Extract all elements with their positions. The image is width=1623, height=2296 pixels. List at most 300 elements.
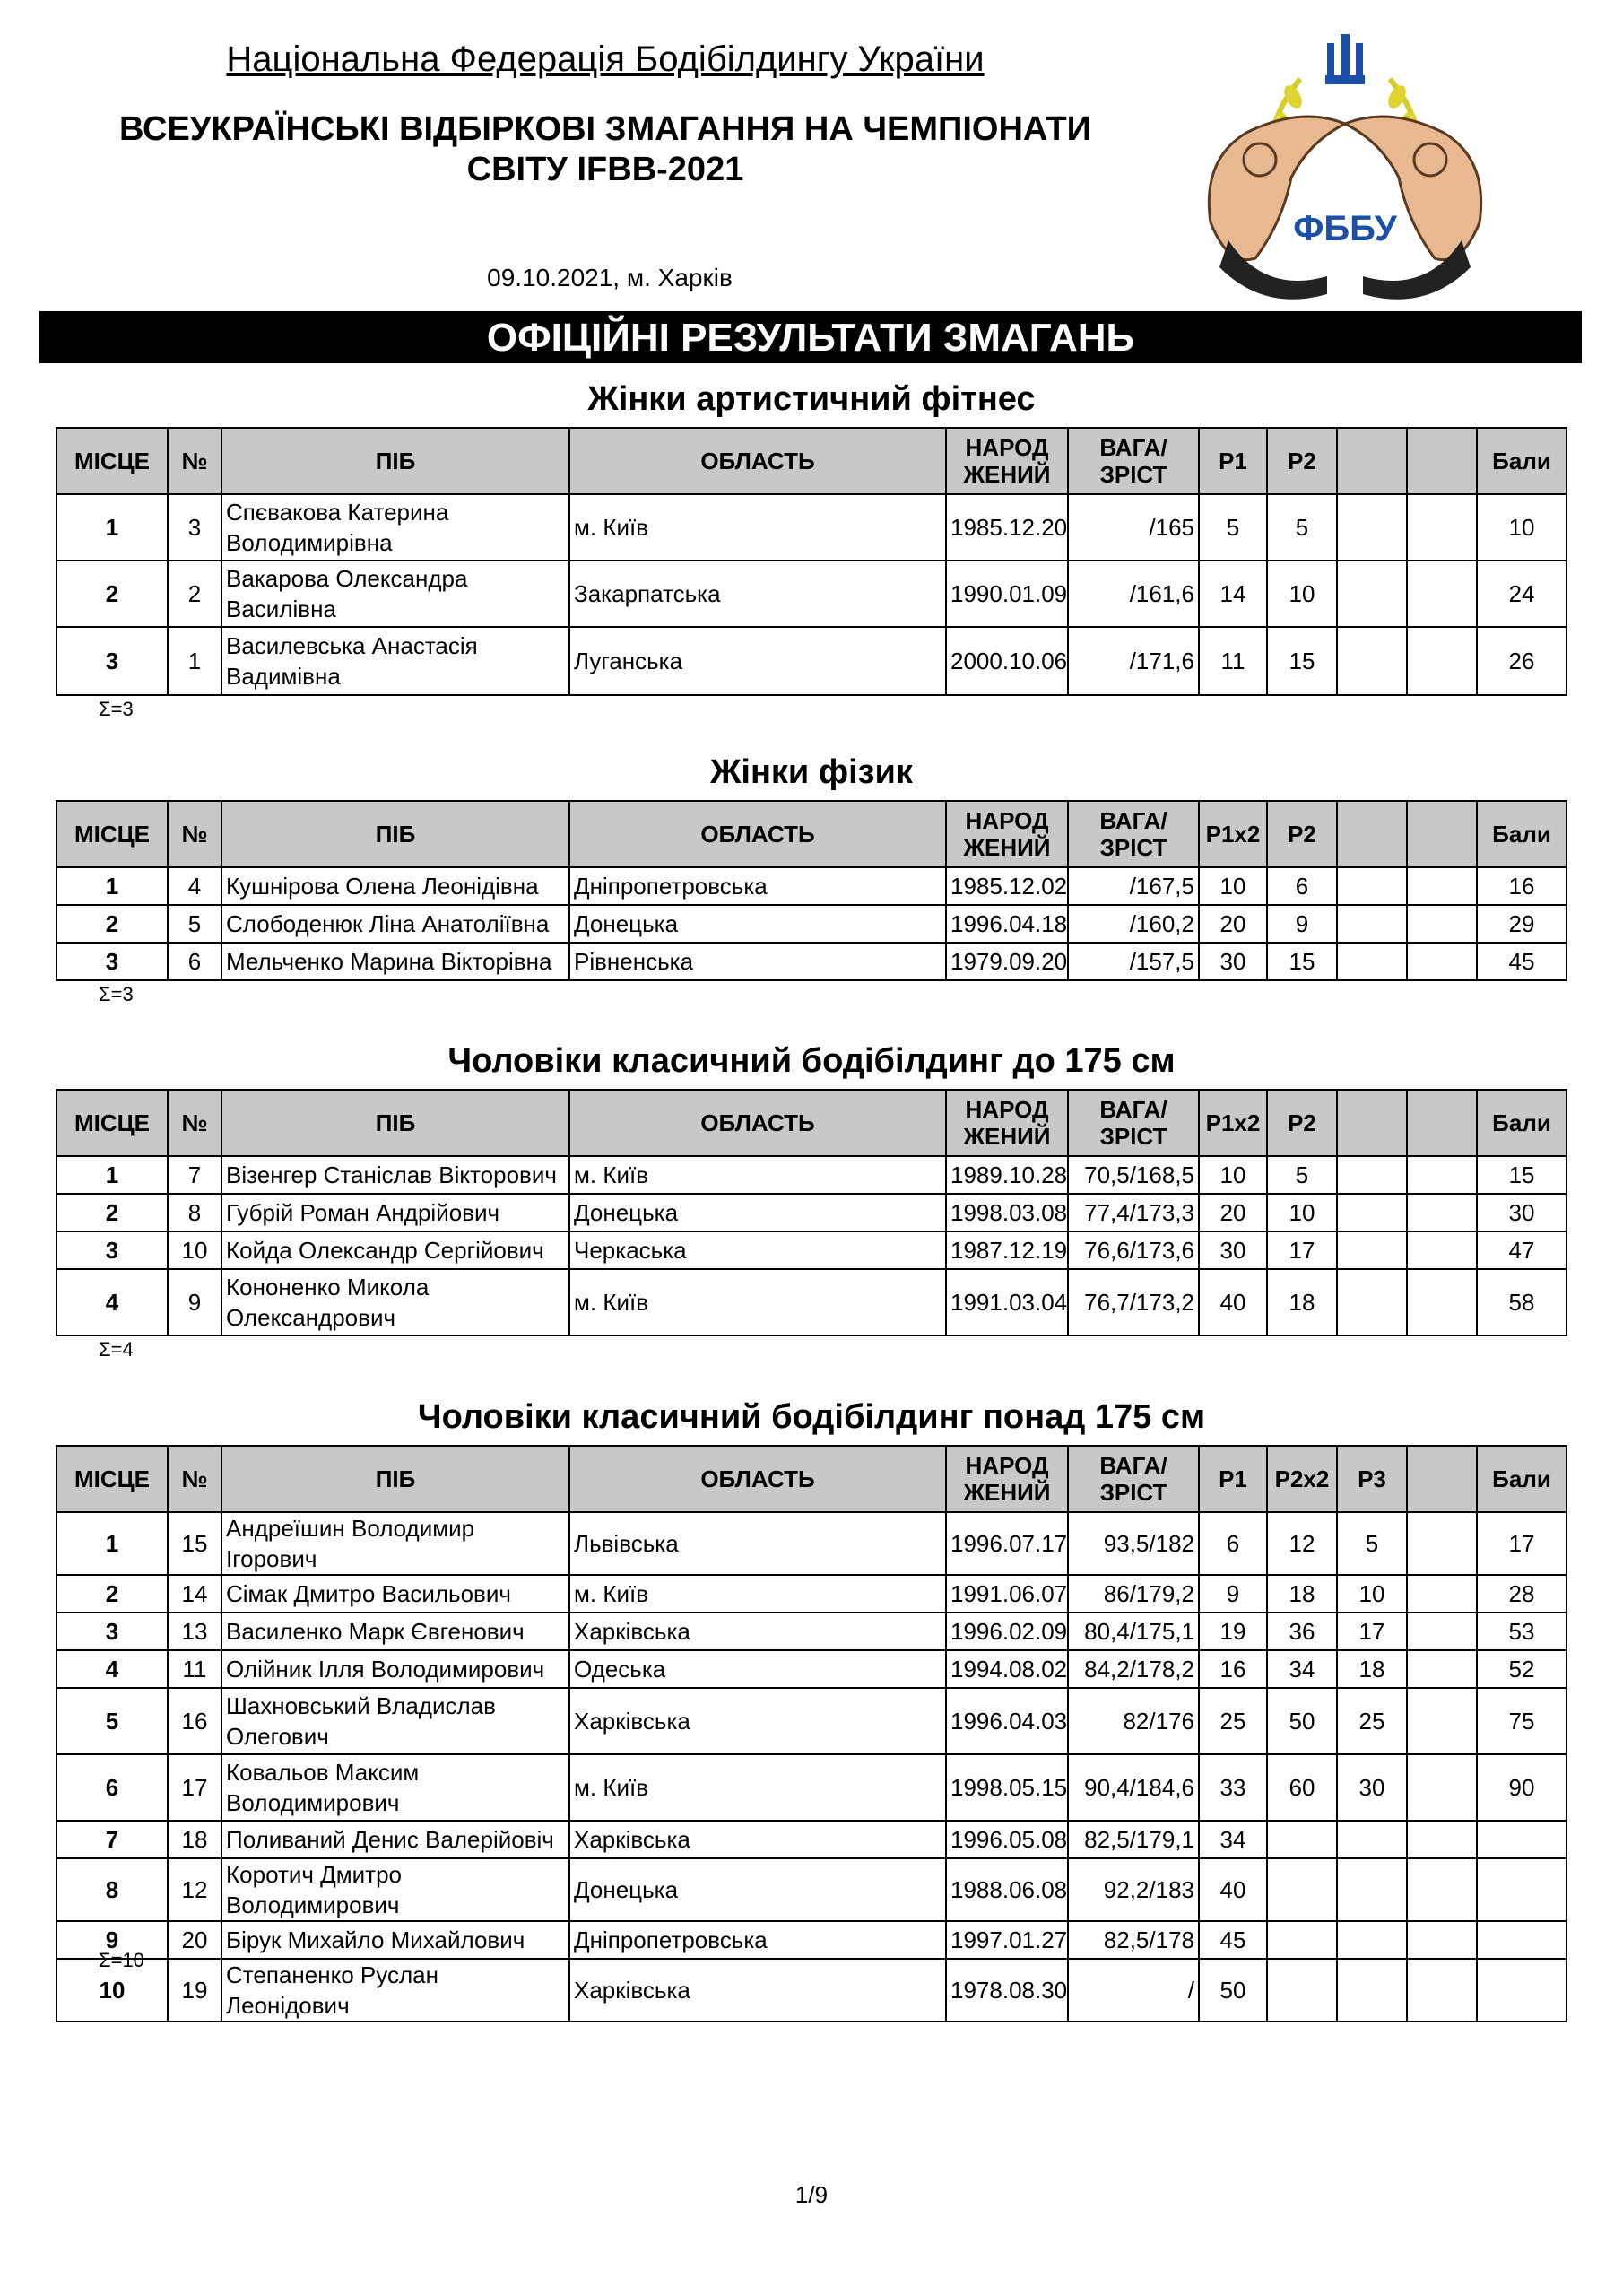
cell-birth-date: 1988.06.08	[946, 1858, 1068, 1921]
cell-name: Степаненко Руслан Леонідович	[221, 1959, 569, 2022]
cell-round2: 5	[1267, 494, 1337, 561]
cell-region: Донецька	[569, 1858, 946, 1921]
cell-place: 3	[56, 1613, 168, 1650]
cell-round1: 20	[1199, 1194, 1267, 1231]
cell-region: Закарпатська	[569, 561, 946, 627]
cell-points: 24	[1477, 561, 1567, 627]
cell-weight-height: 76,6/173,6	[1068, 1231, 1199, 1269]
cell-place: 9	[56, 1921, 168, 1959]
cell-name: Бірук Михайло Михайлович	[221, 1921, 569, 1959]
participant-count: Σ=10	[99, 1949, 144, 1971]
cell-round4	[1407, 561, 1477, 627]
cell-birth-date: 2000.10.06	[946, 627, 1068, 695]
table-row	[56, 561, 1567, 627]
cell-points: 52	[1477, 1650, 1567, 1688]
column-header-round3	[1337, 801, 1407, 867]
column-header-points: Бали	[1477, 801, 1567, 867]
results-banner: ОФІЦІЙНІ РЕЗУЛЬТАТИ ЗМАГАНЬ	[39, 311, 1582, 363]
column-header-round3	[1337, 1090, 1407, 1156]
cell-number: 12	[168, 1858, 221, 1921]
cell-birth-date: 1996.07.17	[946, 1512, 1068, 1575]
cell-weight-height: 84,2/178,2	[1068, 1650, 1199, 1688]
participant-count: Σ=3	[99, 983, 134, 1005]
cell-round3	[1337, 561, 1407, 627]
cell-region: м. Київ	[569, 1269, 946, 1335]
cell-round2: 9	[1267, 905, 1337, 943]
column-header-name: ПІБ	[221, 428, 569, 494]
cell-name: Ковальов Максим Володимирович	[221, 1754, 569, 1821]
cell-round3	[1337, 494, 1407, 561]
column-header-region: ОБЛАСТЬ	[569, 428, 946, 494]
cell-round3	[1337, 1156, 1407, 1194]
table-row	[56, 1921, 1567, 1959]
cell-round3: 30	[1337, 1754, 1407, 1821]
column-header-birth-date: НАРОД ЖЕНИЙ	[946, 801, 1068, 867]
cell-round4	[1407, 1650, 1477, 1688]
column-header-birth-date: НАРОД ЖЕНИЙ	[946, 1446, 1068, 1512]
cell-birth-date: 1985.12.02	[946, 867, 1068, 905]
cell-name: Візенгер Станіслав Вікторович	[221, 1156, 569, 1194]
cell-round2: 18	[1267, 1575, 1337, 1613]
cell-place: 2	[56, 1194, 168, 1231]
section-title: Чоловіки класичний бодібілдинг понад 175 см	[417, 1398, 1206, 1436]
cell-round1: 25	[1199, 1688, 1267, 1754]
column-header-points: Бали	[1477, 1446, 1567, 1512]
cell-round2: 5	[1267, 1156, 1337, 1194]
cell-number: 2	[168, 561, 221, 627]
cell-region: Харківська	[569, 1821, 946, 1858]
cell-round3	[1337, 627, 1407, 695]
event-title-line1: ВСЕУКРАЇНСЬКІ ВІДБІРКОВІ ЗМАГАННЯ НА ЧЕМПІОНАТИ	[119, 110, 1091, 148]
participant-count: Σ=4	[99, 1338, 134, 1361]
cell-name: Спєвакова Катерина Володимирівна	[221, 494, 569, 561]
table-row	[56, 1821, 1567, 1858]
cell-weight-height: 77,4/173,3	[1068, 1194, 1199, 1231]
cell-number: 8	[168, 1194, 221, 1231]
table-row	[56, 627, 1567, 695]
cell-round1: 30	[1199, 1231, 1267, 1269]
cell-round1: 5	[1199, 494, 1267, 561]
cell-round2: 36	[1267, 1613, 1337, 1650]
column-header-round1: P1x2	[1199, 1090, 1267, 1156]
cell-round4	[1407, 1754, 1477, 1821]
cell-place: 1	[56, 494, 168, 561]
cell-round2	[1267, 1858, 1337, 1921]
cell-round3: 18	[1337, 1650, 1407, 1688]
cell-points: 16	[1477, 867, 1567, 905]
cell-place: 5	[56, 1688, 168, 1754]
cell-round1: 20	[1199, 905, 1267, 943]
cell-birth-date: 1998.03.08	[946, 1194, 1068, 1231]
cell-place: 1	[56, 1156, 168, 1194]
cell-place: 2	[56, 1575, 168, 1613]
table-row	[56, 494, 1567, 561]
cell-place: 7	[56, 1821, 168, 1858]
table-row	[56, 1613, 1567, 1650]
cell-round1: 6	[1199, 1512, 1267, 1575]
cell-round4	[1407, 1959, 1477, 2022]
cell-birth-date: 1994.08.02	[946, 1650, 1068, 1688]
cell-round3	[1337, 1269, 1407, 1335]
column-header-round2: P2	[1267, 1090, 1337, 1156]
cell-name: Шахновський Владислав Олегович	[221, 1688, 569, 1754]
cell-round1: 19	[1199, 1613, 1267, 1650]
fbbu-logo-icon	[1193, 25, 1497, 321]
section-title: Жінки фізик	[710, 753, 913, 791]
cell-points	[1477, 1959, 1567, 2022]
cell-round3	[1337, 1194, 1407, 1231]
column-header-round2: P2	[1267, 428, 1337, 494]
cell-round4	[1407, 1156, 1477, 1194]
cell-round1: 16	[1199, 1650, 1267, 1688]
cell-round1: 10	[1199, 1156, 1267, 1194]
cell-round2	[1267, 1821, 1337, 1858]
cell-number: 15	[168, 1512, 221, 1575]
cell-place: 3	[56, 943, 168, 980]
table-row	[56, 1959, 1567, 2022]
cell-weight-height: /167,5	[1068, 867, 1199, 905]
cell-number: 9	[168, 1269, 221, 1335]
cell-region: Дніпропетровська	[569, 867, 946, 905]
event-title-line2: СВІТУ IFBB-2021	[466, 151, 744, 188]
table-row	[56, 1688, 1567, 1754]
column-header-number: №	[168, 801, 221, 867]
cell-name: Сімак Дмитро Васильович	[221, 1575, 569, 1613]
cell-round4	[1407, 867, 1477, 905]
cell-birth-date: 1991.06.07	[946, 1575, 1068, 1613]
cell-round2: 60	[1267, 1754, 1337, 1821]
column-header-region: ОБЛАСТЬ	[569, 801, 946, 867]
results-table	[56, 800, 1567, 981]
cell-number: 1	[168, 627, 221, 695]
cell-region: м. Київ	[569, 494, 946, 561]
column-header-weight-height: ВАГА/ ЗРІСТ	[1068, 1090, 1199, 1156]
table-row	[56, 1575, 1567, 1613]
cell-birth-date: 1985.12.20	[946, 494, 1068, 561]
column-header-round2: P2	[1267, 801, 1337, 867]
cell-region: Луганська	[569, 627, 946, 695]
cell-round4	[1407, 1921, 1477, 1959]
table-row	[56, 943, 1567, 980]
cell-round3: 5	[1337, 1512, 1407, 1575]
cell-weight-height: /171,6	[1068, 627, 1199, 695]
cell-birth-date: 1989.10.28	[946, 1156, 1068, 1194]
cell-points: 26	[1477, 627, 1567, 695]
cell-points: 15	[1477, 1156, 1567, 1194]
cell-round4	[1407, 1858, 1477, 1921]
cell-number: 18	[168, 1821, 221, 1858]
column-header-round1: P1x2	[1199, 801, 1267, 867]
cell-round4	[1407, 494, 1477, 561]
event-date-place: 09.10.2021, м. Харків	[487, 264, 733, 291]
cell-weight-height: 82,5/179,1	[1068, 1821, 1199, 1858]
table-header-row	[56, 428, 1567, 494]
table-header-row	[56, 1090, 1567, 1156]
column-header-round3	[1337, 428, 1407, 494]
table-row	[56, 1754, 1567, 1821]
cell-name: Олійник Ілля Володимирович	[221, 1650, 569, 1688]
cell-place: 3	[56, 627, 168, 695]
column-header-round1: P1	[1199, 428, 1267, 494]
table-row	[56, 905, 1567, 943]
cell-round3: 25	[1337, 1688, 1407, 1754]
cell-number: 17	[168, 1754, 221, 1821]
cell-round2: 50	[1267, 1688, 1337, 1754]
cell-round4	[1407, 943, 1477, 980]
cell-number: 19	[168, 1959, 221, 2022]
cell-region: м. Київ	[569, 1754, 946, 1821]
cell-round2: 18	[1267, 1269, 1337, 1335]
cell-name: Губрій Роман Андрійович	[221, 1194, 569, 1231]
cell-name: Поливаний Денис Валерійовіч	[221, 1821, 569, 1858]
column-header-birth-date: НАРОД ЖЕНИЙ	[946, 428, 1068, 494]
cell-birth-date: 1996.02.09	[946, 1613, 1068, 1650]
cell-round2: 17	[1267, 1231, 1337, 1269]
participant-count: Σ=3	[99, 698, 134, 720]
table-header-row	[56, 801, 1567, 867]
cell-region: Одеська	[569, 1650, 946, 1688]
cell-weight-height: 93,5/182	[1068, 1512, 1199, 1575]
page-number: 1/9	[794, 2181, 829, 2208]
cell-round2: 15	[1267, 627, 1337, 695]
cell-round2	[1267, 1959, 1337, 2022]
column-header-number: №	[168, 428, 221, 494]
column-header-region: ОБЛАСТЬ	[569, 1090, 946, 1156]
column-header-place: МІСЦЕ	[56, 1446, 168, 1512]
cell-weight-height: 90,4/184,6	[1068, 1754, 1199, 1821]
cell-name: Андреїшин Володимир Ігорович	[221, 1512, 569, 1575]
cell-region: Дніпропетровська	[569, 1921, 946, 1959]
section-title: Чоловіки класичний бодібілдинг до 175 см	[447, 1042, 1176, 1080]
cell-name: Василевська Анастасія Вадимівна	[221, 627, 569, 695]
cell-weight-height: 80,4/175,1	[1068, 1613, 1199, 1650]
cell-place: 2	[56, 561, 168, 627]
cell-number: 16	[168, 1688, 221, 1754]
cell-round2: 6	[1267, 867, 1337, 905]
cell-place: 4	[56, 1650, 168, 1688]
cell-name: Вакарова Олександра Василівна	[221, 561, 569, 627]
column-header-name: ПІБ	[221, 1446, 569, 1512]
section-title: Жінки артистичний фітнес	[587, 380, 1036, 418]
column-header-round4	[1407, 801, 1477, 867]
column-header-points: Бали	[1477, 428, 1567, 494]
column-header-points: Бали	[1477, 1090, 1567, 1156]
cell-birth-date: 1998.05.15	[946, 1754, 1068, 1821]
cell-region: Донецька	[569, 1194, 946, 1231]
cell-points: 29	[1477, 905, 1567, 943]
cell-round1: 40	[1199, 1269, 1267, 1335]
column-header-place: МІСЦЕ	[56, 1090, 168, 1156]
cell-round1: 30	[1199, 943, 1267, 980]
column-header-region: ОБЛАСТЬ	[569, 1446, 946, 1512]
cell-round1: 33	[1199, 1754, 1267, 1821]
cell-region: м. Київ	[569, 1156, 946, 1194]
cell-round2: 34	[1267, 1650, 1337, 1688]
cell-name: Койда Олександр Сергійович	[221, 1231, 569, 1269]
cell-number: 6	[168, 943, 221, 980]
cell-round2	[1267, 1921, 1337, 1959]
column-header-place: МІСЦЕ	[56, 801, 168, 867]
cell-points: 53	[1477, 1613, 1567, 1650]
cell-round4	[1407, 1613, 1477, 1650]
cell-number: 14	[168, 1575, 221, 1613]
cell-points: 30	[1477, 1194, 1567, 1231]
results-table	[56, 1445, 1567, 2022]
cell-weight-height: /	[1068, 1959, 1199, 2022]
table-header-row	[56, 1446, 1567, 1512]
table-row	[56, 1156, 1567, 1194]
cell-birth-date: 1997.01.27	[946, 1921, 1068, 1959]
cell-round3	[1337, 867, 1407, 905]
column-header-place: МІСЦЕ	[56, 428, 168, 494]
cell-round4	[1407, 627, 1477, 695]
cell-number: 11	[168, 1650, 221, 1688]
cell-round3: 17	[1337, 1613, 1407, 1650]
table-row	[56, 1650, 1567, 1688]
column-header-weight-height: ВАГА/ ЗРІСТ	[1068, 428, 1199, 494]
cell-round1: 11	[1199, 627, 1267, 695]
cell-weight-height: 86/179,2	[1068, 1575, 1199, 1613]
cell-points: 17	[1477, 1512, 1567, 1575]
cell-round2: 15	[1267, 943, 1337, 980]
cell-weight-height: /157,5	[1068, 943, 1199, 980]
column-header-round1: P1	[1199, 1446, 1267, 1512]
cell-round3	[1337, 1959, 1407, 2022]
cell-birth-date: 1996.04.03	[946, 1688, 1068, 1754]
cell-round3	[1337, 905, 1407, 943]
cell-round1: 9	[1199, 1575, 1267, 1613]
cell-round3: 10	[1337, 1575, 1407, 1613]
results-table	[56, 1089, 1567, 1336]
column-header-round4	[1407, 428, 1477, 494]
cell-points: 75	[1477, 1688, 1567, 1754]
cell-number: 3	[168, 494, 221, 561]
cell-round4	[1407, 1194, 1477, 1231]
cell-number: 20	[168, 1921, 221, 1959]
table-row	[56, 1858, 1567, 1921]
column-header-name: ПІБ	[221, 1090, 569, 1156]
cell-points	[1477, 1858, 1567, 1921]
cell-place: 6	[56, 1754, 168, 1821]
event-title	[36, 109, 1175, 190]
cell-points: 58	[1477, 1269, 1567, 1335]
cell-number: 10	[168, 1231, 221, 1269]
cell-birth-date: 1996.04.18	[946, 905, 1068, 943]
column-header-number: №	[168, 1446, 221, 1512]
cell-round4	[1407, 1688, 1477, 1754]
cell-place: 10	[56, 1959, 168, 2022]
column-header-number: №	[168, 1090, 221, 1156]
cell-round3	[1337, 943, 1407, 980]
cell-region: Донецька	[569, 905, 946, 943]
column-header-round4	[1407, 1090, 1477, 1156]
cell-place: 8	[56, 1858, 168, 1921]
cell-points: 45	[1477, 943, 1567, 980]
cell-birth-date: 1991.03.04	[946, 1269, 1068, 1335]
cell-round4	[1407, 1269, 1477, 1335]
cell-round4	[1407, 905, 1477, 943]
cell-round4	[1407, 1821, 1477, 1858]
cell-weight-height: /160,2	[1068, 905, 1199, 943]
cell-name: Василенко Марк Євгенович	[221, 1613, 569, 1650]
cell-place: 4	[56, 1269, 168, 1335]
table-row	[56, 867, 1567, 905]
svg-text:ФББУ: ФББУ	[1293, 209, 1397, 248]
cell-weight-height: 82/176	[1068, 1688, 1199, 1754]
cell-number: 13	[168, 1613, 221, 1650]
cell-weight-height: /161,6	[1068, 561, 1199, 627]
cell-round1: 50	[1199, 1959, 1267, 2022]
cell-round3	[1337, 1231, 1407, 1269]
cell-region: м. Київ	[569, 1575, 946, 1613]
cell-place: 3	[56, 1231, 168, 1269]
federation-name: Національна Федерація Бодібілдингу України	[226, 39, 985, 79]
results-table	[56, 427, 1567, 696]
cell-round4	[1407, 1231, 1477, 1269]
cell-number: 7	[168, 1156, 221, 1194]
cell-name: Коротич Дмитро Володимирович	[221, 1858, 569, 1921]
cell-points	[1477, 1921, 1567, 1959]
column-header-weight-height: ВАГА/ ЗРІСТ	[1068, 1446, 1199, 1512]
table-row	[56, 1194, 1567, 1231]
cell-round1: 34	[1199, 1821, 1267, 1858]
table-row	[56, 1231, 1567, 1269]
cell-number: 4	[168, 867, 221, 905]
cell-points: 90	[1477, 1754, 1567, 1821]
cell-region: Черкаська	[569, 1231, 946, 1269]
cell-name: Мельченко Марина Вікторівна	[221, 943, 569, 980]
cell-round1: 10	[1199, 867, 1267, 905]
cell-birth-date: 1987.12.19	[946, 1231, 1068, 1269]
column-header-weight-height: ВАГА/ ЗРІСТ	[1068, 801, 1199, 867]
cell-name: Слободенюк Ліна Анатоліївна	[221, 905, 569, 943]
cell-number: 5	[168, 905, 221, 943]
cell-round2: 12	[1267, 1512, 1337, 1575]
cell-weight-height: 82,5/178	[1068, 1921, 1199, 1959]
cell-name: Кононенко Микола Олександрович	[221, 1269, 569, 1335]
cell-round3	[1337, 1821, 1407, 1858]
cell-weight-height: 70,5/168,5	[1068, 1156, 1199, 1194]
cell-region: Львівська	[569, 1512, 946, 1575]
table-row	[56, 1269, 1567, 1335]
cell-weight-height: 76,7/173,2	[1068, 1269, 1199, 1335]
cell-place: 1	[56, 1512, 168, 1575]
cell-round1: 14	[1199, 561, 1267, 627]
cell-round1: 45	[1199, 1921, 1267, 1959]
cell-region: Харківська	[569, 1959, 946, 2022]
cell-points	[1477, 1821, 1567, 1858]
column-header-round4	[1407, 1446, 1477, 1512]
cell-place: 2	[56, 905, 168, 943]
cell-round2: 10	[1267, 1194, 1337, 1231]
column-header-birth-date: НАРОД ЖЕНИЙ	[946, 1090, 1068, 1156]
cell-round3	[1337, 1858, 1407, 1921]
cell-region: Харківська	[569, 1613, 946, 1650]
cell-birth-date: 1978.08.30	[946, 1959, 1068, 2022]
cell-region: Рівненська	[569, 943, 946, 980]
cell-birth-date: 1996.05.08	[946, 1821, 1068, 1858]
cell-round3	[1337, 1921, 1407, 1959]
table-row	[56, 1512, 1567, 1575]
cell-points: 28	[1477, 1575, 1567, 1613]
cell-points: 10	[1477, 494, 1567, 561]
cell-birth-date: 1990.01.09	[946, 561, 1068, 627]
cell-name: Кушнірова Олена Леонідівна	[221, 867, 569, 905]
cell-weight-height: 92,2/183	[1068, 1858, 1199, 1921]
cell-round4	[1407, 1575, 1477, 1613]
cell-place: 1	[56, 867, 168, 905]
column-header-round3: P3	[1337, 1446, 1407, 1512]
